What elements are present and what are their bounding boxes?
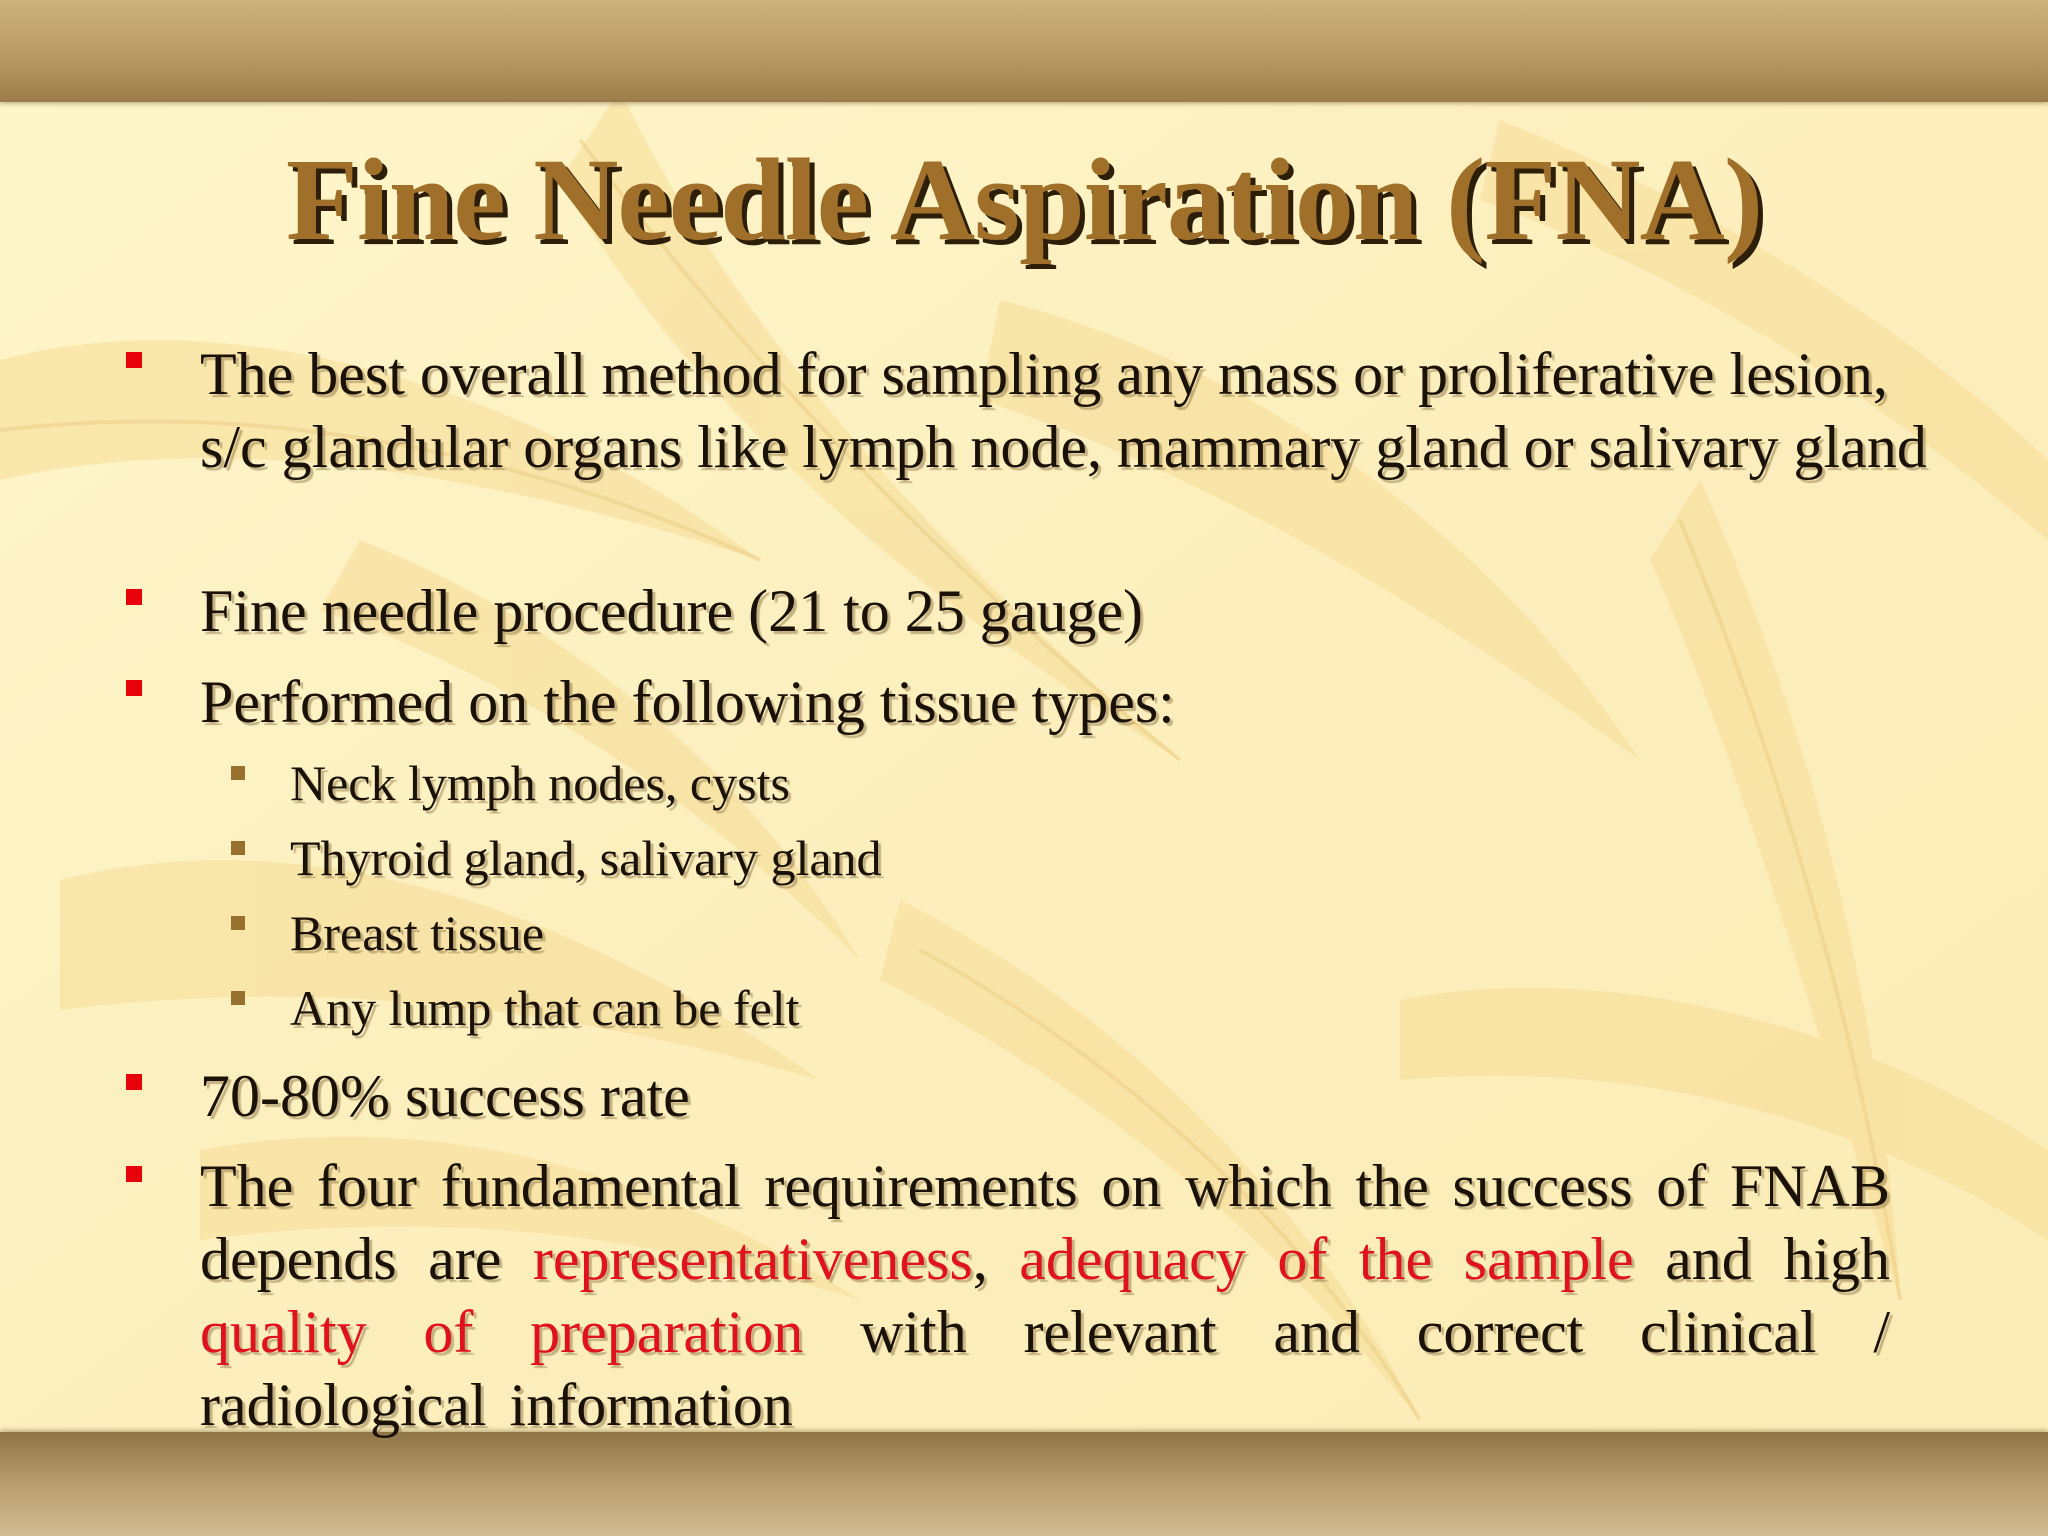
item-5-text: and high (1633, 1226, 1890, 1292)
bullet-marker (126, 1074, 142, 1090)
sub-item-2: Thyroid gland, salivary gland (290, 830, 882, 886)
sub-bullet-marker (231, 916, 245, 930)
sub-item-1: Neck lymph nodes, cysts (290, 755, 790, 811)
bullet-item-3: Performed on the following tissue types: (200, 669, 1175, 735)
sub-item-4: Any lump that can be felt (290, 980, 800, 1036)
top-band (0, 0, 2048, 102)
bullet-marker (126, 1166, 142, 1182)
highlight-quality: quality of preparation (200, 1299, 804, 1365)
slide-title: Fine Needle Aspiration (FNA) (285, 134, 1763, 265)
highlight-adequacy: adequacy of the sample (1019, 1226, 1634, 1292)
bottom-band (0, 1432, 2048, 1536)
item-5-text: , (972, 1226, 1020, 1292)
bullet-marker (126, 352, 142, 368)
item-5-text: with relevant and correct clinical / radiological information (200, 1299, 1890, 1438)
item-5-text: The four fundamental requirements on which the success of FNAB depends are (200, 1153, 1890, 1292)
bullet-marker (126, 680, 142, 696)
bullet-item-2: Fine needle procedure (21 to 25 gauge) (200, 578, 1143, 644)
sub-bullet-marker (231, 991, 245, 1005)
sub-bullet-marker (231, 841, 245, 855)
highlight-representativeness: representativeness (532, 1226, 973, 1292)
sub-bullet-marker (231, 766, 245, 780)
bullet-marker (126, 589, 142, 605)
sub-item-3: Breast tissue (290, 905, 545, 961)
bullet-item-5 (200, 1150, 1890, 1442)
bullet-item-1: The best overall method for sampling any mass or proliferative lesion, s/c glandular organs like lymph node, mammary gland or salivary gland (200, 341, 1927, 480)
bullet-item-4: 70-80% success rate (200, 1063, 690, 1129)
